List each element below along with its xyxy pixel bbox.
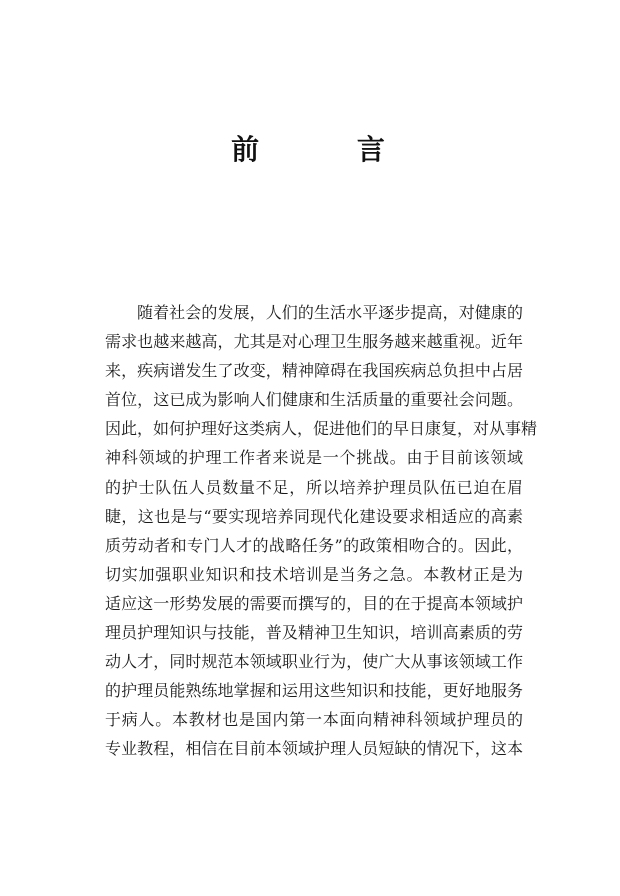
text-line: 睫，这也是与“要实现培养同现代化建设要求相适应的高素 bbox=[105, 506, 523, 526]
text-line: 适应这一形势发展的需要而撰写的，目的在于提高本领域护 bbox=[105, 593, 523, 613]
text-line: 切实加强职业知识和技术培训是当务之急。本教材正是为 bbox=[105, 564, 523, 584]
text-line: 质劳动者和专门人才的战略任务”的政策相吻合的。因此， bbox=[105, 535, 523, 555]
text-line: 专业教程，相信在目前本领域护理人员短缺的情况下，这本 bbox=[105, 739, 523, 759]
text-line: 神科领域的护理工作者来说是一个挑战。由于目前该领域 bbox=[105, 448, 523, 468]
text-line: 因此，如何护理好这类病人，促进他们的早日康复，对从事精 bbox=[105, 419, 538, 439]
page-title: 前 言 bbox=[231, 133, 429, 166]
text-line: 理员护理知识与技能，普及精神卫生知识，培训高素质的劳 bbox=[105, 623, 523, 643]
text-line: 于病人。本教材也是国内第一本面向精神科领域护理员的 bbox=[105, 710, 523, 730]
text-line: 来，疾病谱发生了改变，精神障碍在我国疾病总负担中占居 bbox=[105, 361, 523, 381]
text-line: 需求也越来越高，尤其是对心理卫生服务越来越重视。近年 bbox=[105, 332, 523, 352]
text-line: 动人才，同时规范本领域职业行为，使广大从事该领域工作 bbox=[105, 652, 523, 672]
text-line: 首位，这已成为影响人们健康和生活质量的重要社会问题。 bbox=[105, 390, 523, 410]
preface-body bbox=[105, 298, 538, 764]
text-line: 随着社会的发展，人们的生活水平逐步提高，对健康的 bbox=[137, 303, 523, 322]
text-line: 的护理员能熟练地掌握和运用这些知识和技能，更好地服务 bbox=[105, 681, 523, 701]
text-line: 的护士队伍人员数量不足，所以培养护理员队伍已迫在眉 bbox=[105, 477, 523, 497]
